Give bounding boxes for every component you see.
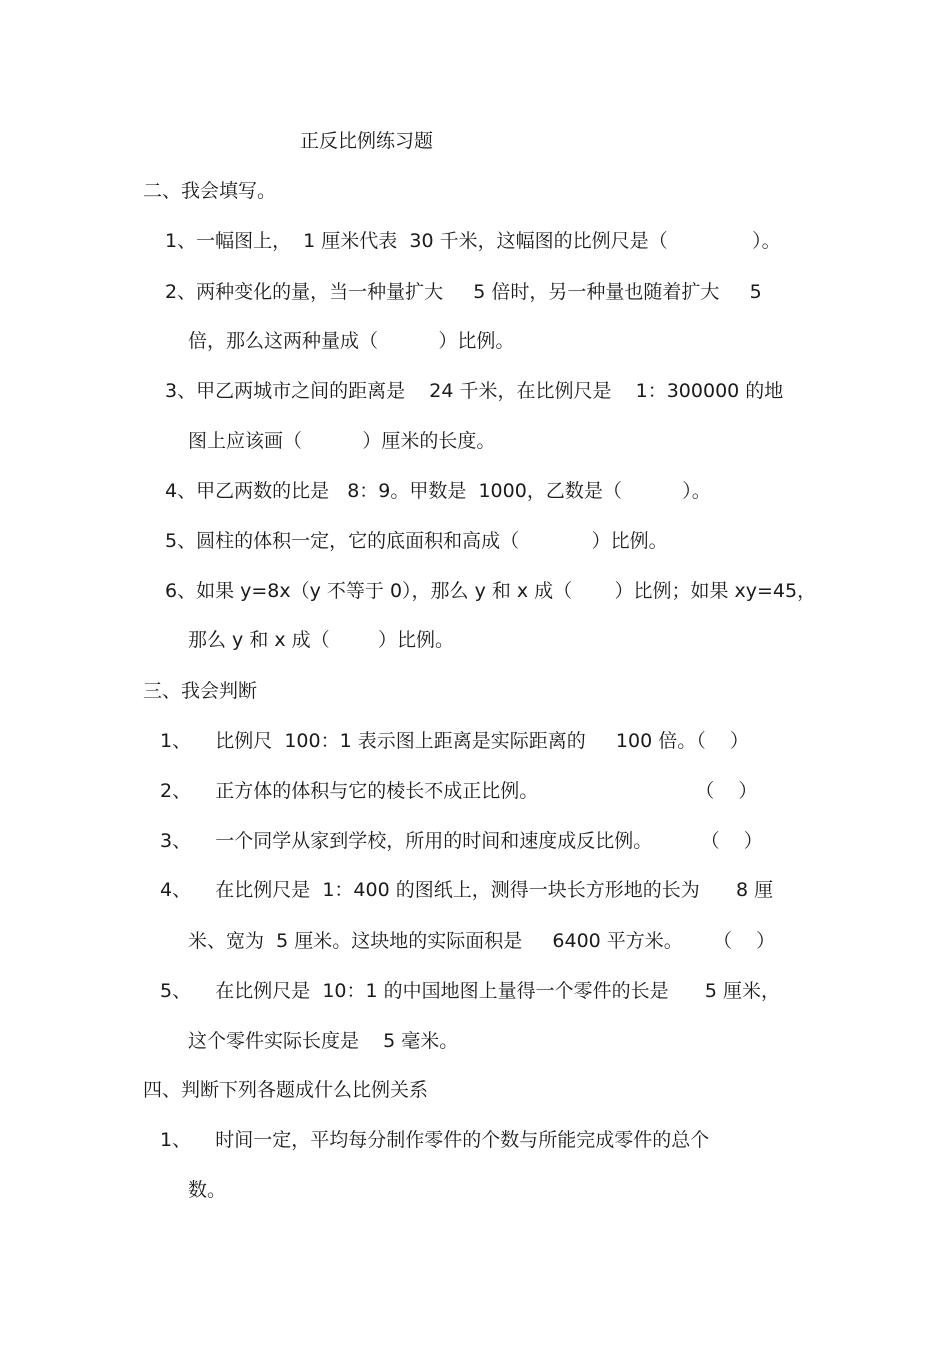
section-heading-judge: 三、我会判断 bbox=[143, 680, 258, 702]
judge-question-4-continued: 米、宽为 5 厘米。这块地的实际面积是 6400 平方米。 （ ） bbox=[188, 930, 776, 952]
fill-question-5: 5、圆柱的体积一定，它的底面积和高成（ ）比例。 bbox=[165, 530, 668, 552]
judge-question-3: 3、 一个同学从家到学校，所用的时间和速度成反比例。 （ ） bbox=[160, 830, 763, 852]
relation-question-1: 1、 时间一定，平均每分制作零件的个数与所能完成零件的总个 bbox=[160, 1129, 710, 1151]
fill-question-4: 4、甲乙两数的比是 8：9。甲数是 1000，乙数是（ ）。 bbox=[165, 480, 711, 502]
fill-question-2: 2、两种变化的量，当一种量扩大 5 倍时，另一种量也随着扩大 5 bbox=[165, 281, 762, 303]
section-heading-fill: 二、我会填写。 bbox=[143, 180, 277, 202]
judge-question-4: 4、 在比例尺是 1：400 的图纸上，测得一块长方形地的长为 8 厘 bbox=[160, 879, 774, 901]
fill-question-6-continued: 那么 y 和 x 成（ ）比例。 bbox=[188, 629, 454, 651]
relation-question-1-continued: 数。 bbox=[188, 1179, 227, 1201]
fill-question-2-continued: 倍，那么这两种量成（ ）比例。 bbox=[188, 330, 515, 352]
judge-question-5-continued: 这个零件实际长度是 5 毫米。 bbox=[188, 1030, 459, 1052]
fill-question-6: 6、如果 y=8x（y 不等于 0），那么 y 和 x 成（ ）比例；如果 xy=45， bbox=[165, 580, 817, 602]
fill-question-3: 3、甲乙两城市之间的距离是 24 千米，在比例尺是 1：300000 的地 bbox=[165, 380, 784, 402]
judge-question-5: 5、 在比例尺是 10：1 的中国地图上量得一个零件的长是 5 厘米， bbox=[160, 980, 780, 1002]
section-heading-relation: 四、判断下列各题成什么比例关系 bbox=[143, 1079, 429, 1101]
judge-question-2: 2、 正方体的体积与它的棱长不成正比例。 （ ） bbox=[160, 780, 758, 802]
page-title: 正反比例练习题 bbox=[300, 130, 434, 152]
fill-question-3-continued: 图上应该画（ ）厘米的长度。 bbox=[188, 430, 496, 452]
judge-question-1: 1、 比例尺 100：1 表示图上距离是实际距离的 100 倍。（ ） bbox=[160, 730, 749, 752]
fill-question-1: 1、一幅图上， 1 厘米代表 30 千米，这幅图的比例尺是（ ）。 bbox=[165, 230, 781, 252]
